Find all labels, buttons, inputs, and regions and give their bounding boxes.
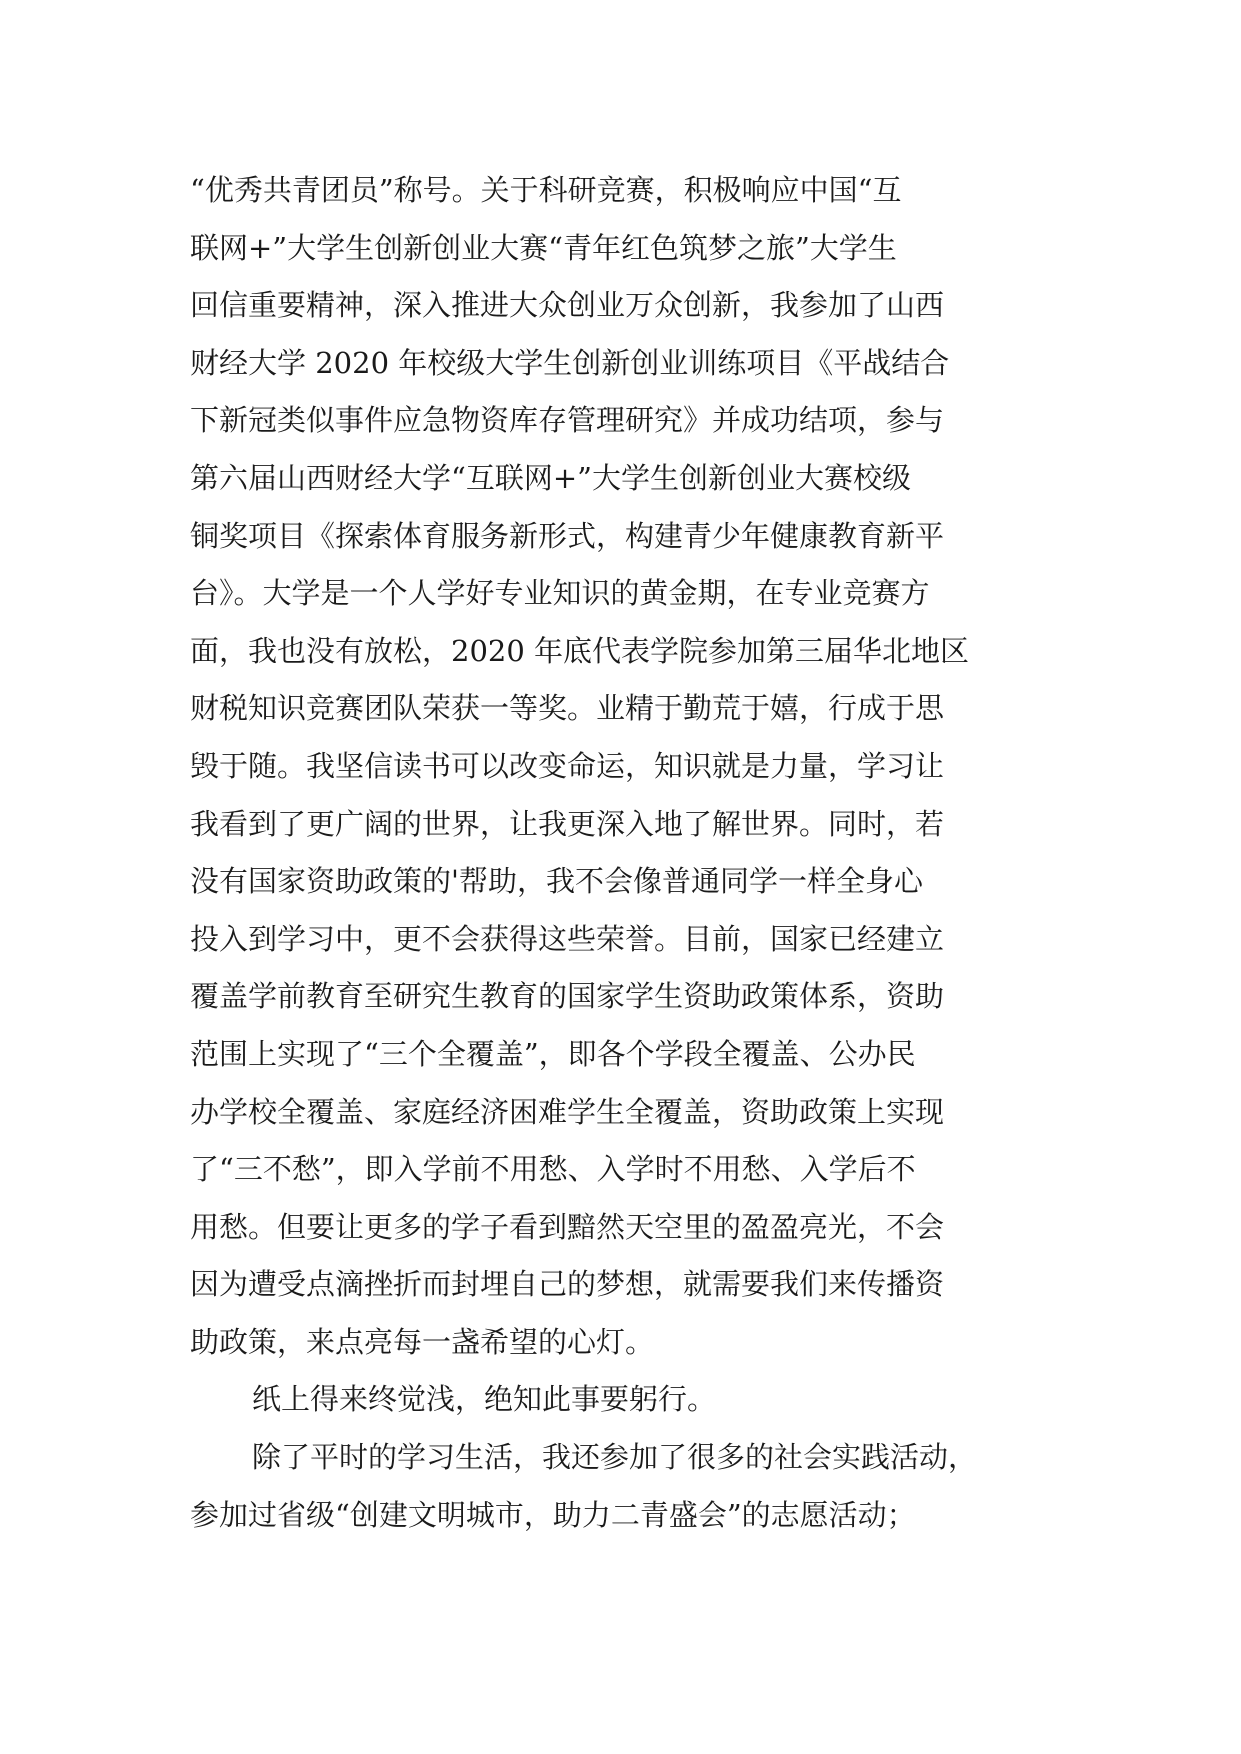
text-line: 台》。大学是一个人学好专业知识的黄金期，在专业竞赛方 bbox=[190, 576, 930, 611]
text-line: 办学校全覆盖、家庭经济困难学生全覆盖，资助政策上实现 bbox=[190, 1094, 945, 1129]
text-line: 参加过省级“创建文明城市，助力二青盛会”的志愿活动； bbox=[190, 1497, 916, 1532]
text-line: 下新冠类似事件应急物资库存管理研究》并成功结项，参与 bbox=[190, 403, 945, 438]
text-line: 了“三不愁”，即入学前不用愁、入学时不用愁、入学后不 bbox=[190, 1152, 916, 1187]
text-line: 面，我也没有放松，2020 年底代表学院参加第三届华北地区 bbox=[190, 633, 970, 668]
text-line: 没有国家资助政策的'帮助，我不会像普通同学一样全身心 bbox=[190, 864, 923, 899]
text-line: 毁于随。我坚信读书可以改变命运，知识就是力量，学习让 bbox=[190, 748, 945, 783]
text-line: 我看到了更广阔的世界，让我更深入地了解世界。同时，若 bbox=[190, 806, 945, 841]
text-line: 纸上得来终觉浅，绝知此事要躬行。 bbox=[252, 1382, 717, 1417]
text-line: 用愁。但要让更多的学子看到黯然天空里的盈盈亮光，不会 bbox=[190, 1209, 945, 1244]
text-line: 回信重要精神，深入推进大众创业万众创新，我参加了山西 bbox=[190, 288, 945, 323]
text-line: 第六届山西财经大学“互联网+”大学生创新创业大赛校级 bbox=[190, 460, 911, 495]
text-line: 覆盖学前教育至研究生教育的国家学生资助政策体系，资助 bbox=[190, 979, 945, 1014]
text-line: 联网+”大学生创新创业大赛“青年红色筑梦之旅”大学生 bbox=[190, 230, 897, 265]
text-line: 因为遭受点滴挫折而封埋自己的梦想，就需要我们来传播资 bbox=[190, 1267, 945, 1302]
text-line: 投入到学习中，更不会获得这些荣誉。目前，国家已经建立 bbox=[190, 921, 945, 956]
text-line: 除了平时的学习生活，我还参加了很多的社会实践活动， bbox=[252, 1440, 978, 1475]
text-line: 范围上实现了“三个全覆盖”，即各个学段全覆盖、公办民 bbox=[190, 1036, 916, 1071]
body-text bbox=[190, 162, 1070, 1544]
text-line: “优秀共青团员”称号。关于科研竞赛，积极响应中国“互 bbox=[190, 173, 902, 207]
text-line: 财税知识竞赛团队荣获一等奖。业精于勤荒于嬉，行成于思 bbox=[190, 691, 945, 726]
text-line: 财经大学 2020 年校级大学生创新创业训练项目《平战结合 bbox=[190, 345, 950, 380]
text-line: 助政策，来点亮每一盏希望的心灯。 bbox=[190, 1324, 655, 1359]
text-line: 铜奖项目《探索体育服务新形式，构建青少年健康教育新平 bbox=[190, 518, 945, 553]
